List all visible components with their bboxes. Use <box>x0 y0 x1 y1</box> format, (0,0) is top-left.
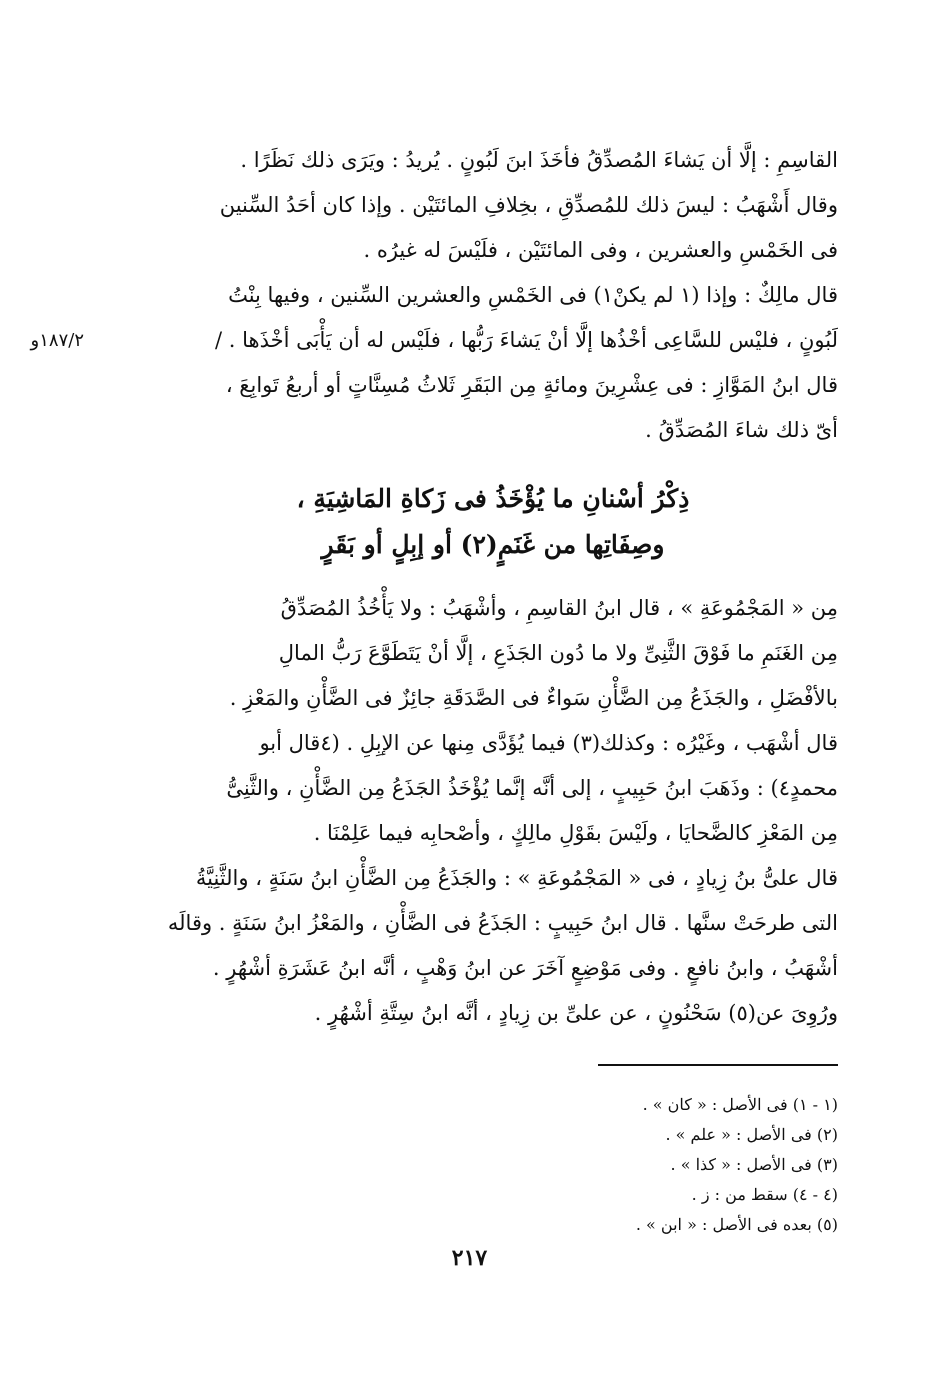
text-line: القاسِمِ : إلَّا أن يَشاءَ المُصدِّقُ فأخَذَ ابنَ لَبُونٍ . يُريدُ : ويَرَى ذلك نَظَرًا . <box>240 148 838 172</box>
footnote-separator <box>598 1064 838 1066</box>
text-block-top <box>148 138 838 453</box>
text-line: مِن « المَجْمُوعَةِ » ، قال ابنُ القاسِمِ ، وأشْهَبُ : ولا يَأْخُذُ المُصَدِّقُ <box>280 596 838 620</box>
text-line: قال مالِكٌ : وإذا (١ لم يكنْ١) فى الخَمْسِ والعشرين السِّنين ، وفيها بِنْتُ <box>228 283 838 307</box>
footnote: (٥) بعده فى الأصل : « ابن » . <box>635 1215 838 1234</box>
footnote: (١ - ١) فى الأصل : « كان » . <box>642 1095 838 1114</box>
heading-line: ذِكْرُ أسْنانِ ما يُؤْخَذُ فى زَكاةِ المَاشِيَةِ ، <box>296 484 690 513</box>
text-line: قال أشْهَب ، وغَيْرُه : وكذلك(٣) فيما يُؤَدَّى مِنها عن الإبِلِ . (٤قال أبو <box>259 731 838 755</box>
text-line: قال ابنُ المَوَّازِ : فى عِشْرِينَ ومائةٍ مِن البَقَرِ ثَلاثُ مُسِنَّاتٍ أو أربعُ تَوابِعَ ، <box>225 373 838 397</box>
text-line: محمدٍ٤) : وذَهَبَ ابنُ حَبِيبٍ ، إلى أنَّه إنَّما يُؤْخَذُ الجَذَعُ مِن الضَّأْنِ ، والثَّنِىُّ <box>226 776 838 800</box>
text-line: وقال أَشْهَبُ : ليسَ ذلك للمُصدِّقِ ، بخِلافِ المائتَيْن . وإذا كان أحَدُ السِّنين <box>219 193 838 217</box>
page-number: ٢١٧ <box>451 1245 488 1271</box>
text-line: قال علىُّ بنُ زِيادٍ ، فى « المَجْمُوعَةِ » : والجَذَعُ مِن الضَّأْنِ ابنُ سَنَةٍ ، والثَّنِيَّةُ <box>195 866 838 890</box>
text-line: فى الخَمْسِ والعشرين ، وفى المائتَيْن ، فلَيْسَ له غيرُه . <box>363 238 838 262</box>
text-line: أىّ ذلك شاءَ المُصَدِّقُ . <box>645 418 838 442</box>
text-line: لَبُونٍ ، فليْس للسَّاعِى أخْذُها إلَّا أنْ يَشاءَ رَبُّها ، فلَيْس له أن يَأْبَى أخْذَها . / <box>215 328 838 352</box>
text-line: بالأفْضَلِ ، والجَذَعُ مِن الضَّأْنِ سَواءٌ فى الصَّدَقَةِ جائِزٌ فى الضَّأْنِ والمَعْزِ . <box>229 686 838 710</box>
heading-line: وصِفَاتِها من غَنَمٍ(٢) أو إبِلٍ أو بَقَرٍ <box>321 530 665 559</box>
text-line: مِن الغَنَمِ ما فَوْقَ الثَّنِىِّ ولا ما دُون الجَذَعِ ، إلَّا أنْ يَتَطَوَّعَ رَبُّ المالِ <box>278 641 838 665</box>
text-line: التى طرحَتْ سنَّها . قال ابنُ حَبِيبٍ : الجَذَعُ فى الضَّأْنِ ، والمَعْزُ ابنُ سَنَةٍ . وقالَه <box>167 911 838 935</box>
manuscript-folio-note: ١٨٧/٢و <box>30 330 84 351</box>
text-line: مِن المَعْزِ كالضَّحايَا ، ولَيْسَ بقَوْلِ مالِكٍ ، وأصْحابِه فيما عَلِمْنَا . <box>313 821 838 845</box>
footnote: (٢) فى الأصل : « علم » . <box>665 1125 838 1144</box>
footnote: (٤ - ٤) سقط من : ز . <box>691 1185 838 1204</box>
footnotes <box>480 1090 838 1240</box>
section-heading <box>148 476 838 568</box>
text-block-bottom <box>148 586 838 1036</box>
text-line: أشْهَبُ ، وابنُ نافعٍ . وفى مَوْضِعٍ آخَرَ عن ابنُ وَهْبٍ ، أنَّه ابنُ عَشَرَةِ أشْهُرٍ . <box>212 956 838 980</box>
footnote: (٣) فى الأصل : « كذا » . <box>670 1155 838 1174</box>
text-line: ورُوِىَ عن(٥) سَحْنُونٍ ، عن علىِّ بن زِيادٍ ، أنَّه ابنُ سِتَّةِ أشْهُرٍ . <box>314 1001 838 1025</box>
